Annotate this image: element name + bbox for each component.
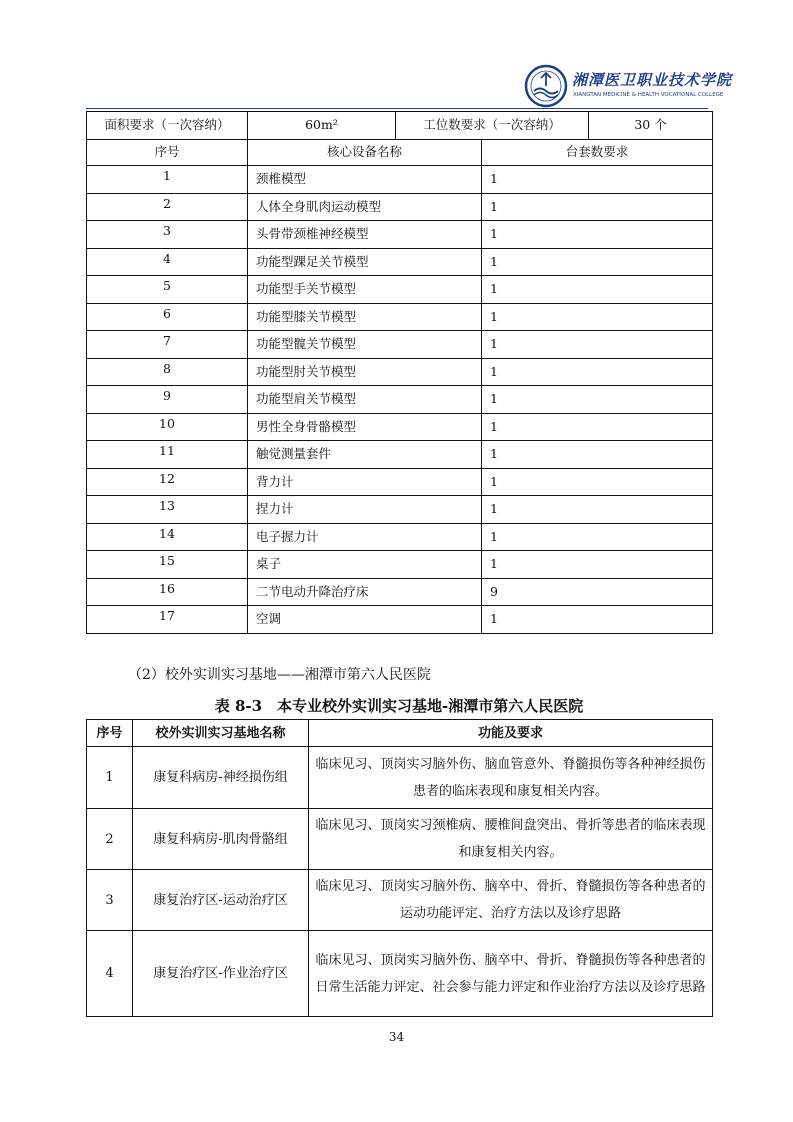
- equipment-table-grid: [86, 111, 713, 634]
- base-header-row: [87, 720, 713, 747]
- page-number: 34: [388, 1030, 405, 1044]
- equipment-name: 电子握力计: [248, 523, 482, 551]
- equipment-quantity: 1: [482, 468, 713, 496]
- row-number: 8: [87, 358, 248, 386]
- equipment-name: 功能型髋关节模型: [248, 331, 482, 359]
- base-row-number: 4: [87, 931, 133, 1017]
- school-logo: [524, 62, 733, 108]
- equipment-quantity: 1: [482, 248, 713, 276]
- table-row: [87, 386, 713, 414]
- equipment-quantity: 1: [482, 358, 713, 386]
- stations-label: 工位数要求（一次容纳）: [396, 112, 589, 140]
- table-row: [87, 747, 713, 809]
- base-function: 临床见习、顶岗实习颈椎病、腰椎间盘突出、骨折等患者的临床表现和康复相关内容。: [309, 809, 713, 870]
- equipment-quantity: 1: [482, 606, 713, 634]
- table-row: [87, 870, 713, 931]
- equipment-quantity: 1: [482, 221, 713, 249]
- equipment-name: 背力计: [248, 468, 482, 496]
- equipment-name: 触觉测量套件: [248, 441, 482, 469]
- stations-value: 30 个: [589, 112, 713, 140]
- table-row: [87, 809, 713, 870]
- equipment-quantity: 9: [482, 578, 713, 606]
- internship-base-table: [86, 719, 713, 1017]
- base-name: 康复科病房-肌肉骨骼组: [133, 809, 309, 870]
- row-number: 6: [87, 303, 248, 331]
- row-number: 1: [87, 166, 248, 194]
- table-row: [87, 468, 713, 496]
- equipment-name: 二节电动升降治疗床: [248, 578, 482, 606]
- base-function: 临床见习、顶岗实习脑外伤、脑血管意外、脊髓损伤等各种神经损伤患者的临床表现和康复相关内容。: [309, 747, 713, 809]
- row-number: 16: [87, 578, 248, 606]
- area-value: 60m²: [248, 112, 396, 140]
- base-function: 临床见习、顶岗实习脑外伤、脑卒中、骨折、脊髓损伤等各种患者的运动功能评定、治疗方法以及诊疗思路: [309, 870, 713, 931]
- table-row: [87, 413, 713, 441]
- equipment-name: 头骨带颈椎神经模型: [248, 221, 482, 249]
- base-row-number: 2: [87, 809, 133, 870]
- row-number: 11: [87, 441, 248, 469]
- equipment-quantity: 1: [482, 276, 713, 304]
- header-rule: [86, 108, 708, 109]
- base-name: 康复科病房-神经损伤组: [133, 747, 309, 809]
- equipment-name: 颈椎模型: [248, 166, 482, 194]
- base-col-header-no: 序号: [87, 720, 133, 747]
- area-label: 面积要求（一次容纳）: [87, 112, 248, 140]
- table-row: [87, 193, 713, 221]
- table-row: [87, 496, 713, 524]
- equipment-quantity: 1: [482, 303, 713, 331]
- equipment-name: 功能型肘关节模型: [248, 358, 482, 386]
- base-name: 康复治疗区-作业治疗区: [133, 931, 309, 1017]
- section-title: （2）校外实训实习基地——湘潭市第六人民医院: [128, 667, 431, 683]
- row-number: 15: [87, 551, 248, 579]
- equipment-header-row: [87, 140, 713, 166]
- row-number: 9: [87, 386, 248, 414]
- table-row: [87, 931, 713, 1017]
- equipment-quantity: 1: [482, 496, 713, 524]
- row-number: 7: [87, 331, 248, 359]
- table-row: [87, 248, 713, 276]
- row-number: 2: [87, 193, 248, 221]
- equipment-quantity: 1: [482, 413, 713, 441]
- equipment-name: 功能型踝足关节模型: [248, 248, 482, 276]
- table-row: [87, 523, 713, 551]
- base-row-number: 1: [87, 747, 133, 809]
- col-header-qty: 台套数要求: [482, 140, 713, 166]
- equipment-name: 功能型膝关节模型: [248, 303, 482, 331]
- row-number: 17: [87, 606, 248, 634]
- equipment-name: 功能型肩关节模型: [248, 386, 482, 414]
- equipment-quantity: 1: [482, 551, 713, 579]
- row-number: 10: [87, 413, 248, 441]
- table-row: [87, 606, 713, 634]
- table-row: [87, 221, 713, 249]
- table-row: [87, 441, 713, 469]
- equipment-quantity: 1: [482, 166, 713, 194]
- table-caption: 表 8-3 本专业校外实训实习基地-湘潭市第六人民医院: [214, 697, 584, 715]
- equipment-quantity: 1: [482, 441, 713, 469]
- row-number: 4: [87, 248, 248, 276]
- base-col-header-name: 校外实训实习基地名称: [133, 720, 309, 747]
- equipment-quantity: 1: [482, 386, 713, 414]
- school-name: 湘潭医卫职业技术学院: [572, 71, 733, 89]
- school-emblem-icon: [524, 64, 568, 108]
- table-row: [87, 276, 713, 304]
- equipment-name: 桌子: [248, 551, 482, 579]
- area-row: [87, 112, 713, 140]
- table-row: [87, 551, 713, 579]
- table-row: [87, 578, 713, 606]
- table-row: [87, 166, 713, 194]
- equipment-name: 空调: [248, 606, 482, 634]
- table-row: [87, 303, 713, 331]
- table-row: [87, 358, 713, 386]
- table-row: [87, 331, 713, 359]
- row-number: 14: [87, 523, 248, 551]
- row-number: 5: [87, 276, 248, 304]
- row-number: 13: [87, 496, 248, 524]
- base-name: 康复治疗区-运动治疗区: [133, 870, 309, 931]
- equipment-quantity: 1: [482, 193, 713, 221]
- equipment-name: 功能型手关节模型: [248, 276, 482, 304]
- school-name-en: XIANGTAN MEDICINE & HEALTH VOCATIONAL COLLEGE: [573, 92, 724, 98]
- equipment-name: 人体全身肌肉运动模型: [248, 193, 482, 221]
- equipment-name: 捏力计: [248, 496, 482, 524]
- equipment-quantity: 1: [482, 331, 713, 359]
- equipment-quantity: 1: [482, 523, 713, 551]
- row-number: 3: [87, 221, 248, 249]
- base-row-number: 3: [87, 870, 133, 931]
- base-col-header-func: 功能及要求: [309, 720, 713, 747]
- base-function: 临床见习、顶岗实习脑外伤、脑卒中、骨折、脊髓损伤等各种患者的日常生活能力评定、社会参与能力评定和作业治疗方法以及诊疗思路: [309, 931, 713, 1017]
- col-header-name: 核心设备名称: [248, 140, 482, 166]
- col-header-no: 序号: [87, 140, 248, 166]
- equipment-name: 男性全身骨骼模型: [248, 413, 482, 441]
- row-number: 12: [87, 468, 248, 496]
